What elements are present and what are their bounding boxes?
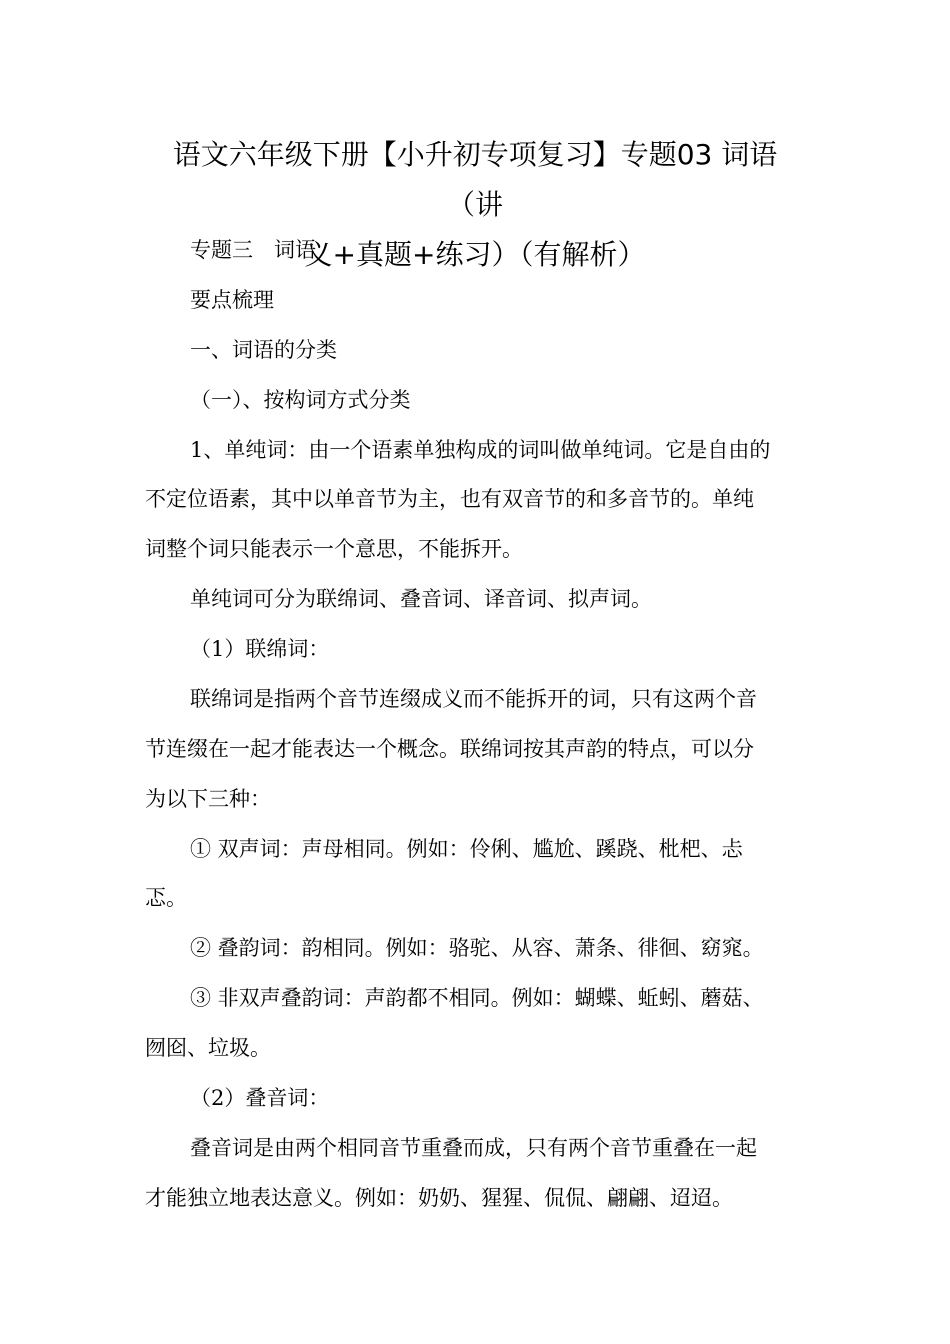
paragraph-line: 联绵词是指两个音节连缀成义而不能拆开的词，只有这两个音 (190, 687, 757, 711)
section-heading: 一、词语的分类 (190, 338, 337, 362)
key-points-heading: 要点梳理 (190, 288, 274, 312)
item-heading: （1）联绵词： (190, 637, 330, 661)
paragraph-line: 1、单纯词：由一个语素单独构成的词叫做单纯词。它是自由的 (190, 438, 771, 462)
list-item-line: ③ 非双声叠韵词：声韵都不相同。例如：蝴蝶、蚯蚓、蘑菇、 (190, 986, 764, 1010)
paragraph-line: 为以下三种： (145, 787, 271, 811)
paragraph-line: 词整个词只能表示一个意思，不能拆开。 (145, 537, 523, 561)
item-heading: （2）叠音词： (190, 1086, 330, 1110)
list-item-line: ② 叠韵词：韵相同。例如：骆驼、从容、萧条、徘徊、窈窕。 (190, 936, 764, 960)
topic-heading: 专题三 词语 (190, 238, 316, 262)
title-line-2: 义+真题+练习）（有解析） (304, 238, 646, 271)
subsection-heading: （一）、按构词方式分类 (190, 388, 411, 412)
title-line-1: 语文六年级下册【小升初专项复习】专题03 词语（讲 (172, 138, 778, 221)
list-item-line: 忑。 (145, 886, 187, 910)
paragraph-line: 单纯词可分为联绵词、叠音词、译音词、拟声词。 (190, 587, 652, 611)
paragraph-line: 才能独立地表达意义。例如：奶奶、猩猩、侃侃、翩翩、迢迢。 (145, 1186, 733, 1210)
list-item-line: ① 双声词：声母相同。例如：伶俐、尴尬、蹊跷、枇杷、忐 (190, 837, 743, 861)
paragraph-line: 叠音词是由两个相同音节重叠而成，只有两个音节重叠在一起 (190, 1136, 757, 1160)
paragraph-line: 节连缀在一起才能表达一个概念。联绵词按其声韵的特点，可以分 (145, 737, 754, 761)
paragraph-line: 不定位语素，其中以单音节为主，也有双音节的和多音节的。单纯 (145, 487, 754, 511)
list-item-line: 囫囵、垃圾。 (145, 1036, 271, 1060)
